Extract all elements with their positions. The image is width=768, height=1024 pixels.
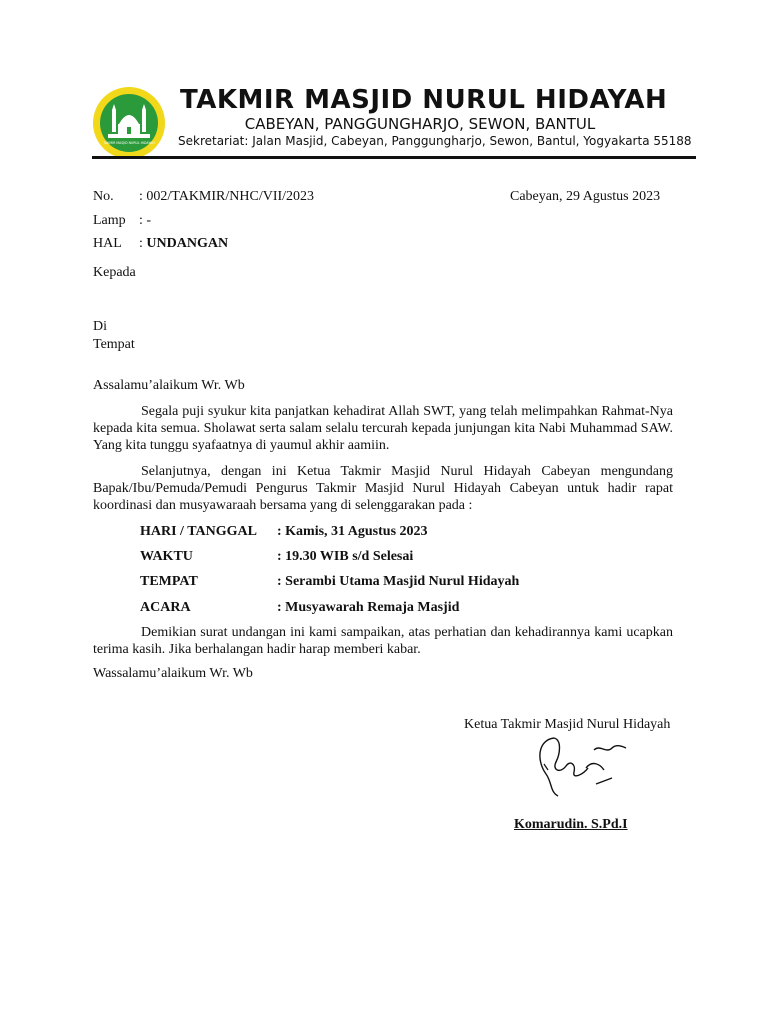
secretariat-address: Sekretariat: Jalan Masjid, Cabeyan, Panggungharjo, Sewon, Bantul, Yogyakarta 55188 xyxy=(178,134,692,148)
handwritten-signature xyxy=(530,734,640,809)
letter-date: Cabeyan, 29 Agustus 2023 xyxy=(510,189,661,204)
attachment-value: : - xyxy=(139,213,152,228)
signer-position: Ketua Takmir Masjid Nurul Hidayah xyxy=(464,717,671,732)
logo-caption: TAKMIR MASJID NURUL HIDAYAH xyxy=(103,141,155,145)
mosque-logo xyxy=(92,86,166,160)
signer-name: Komarudin. S.Pd.I xyxy=(514,817,628,832)
subject-value: UNDANGAN xyxy=(146,236,229,251)
letter-number-label: No. xyxy=(93,189,114,204)
header-divider xyxy=(92,156,696,159)
detail-key-place: TEMPAT xyxy=(140,574,198,589)
paragraph-invitation: Selanjutnya, dengan ini Ketua Takmir Masjid Nurul Hidayah Cabeyan mengundang Bapak/Ibu/Pemuda/Pemudi Pengurus Takmir Masjid Nurul Hidayah Cabeyan untuk hadir rapat koordinasi dan musyawaraah bersama yang di selenggarakan pada : xyxy=(93,464,673,513)
letter-number-value: : 002/TAKMIR/NHC/VII/2023 xyxy=(139,189,315,204)
recipient-di: Di xyxy=(93,319,107,334)
paragraph-closing: Demikian surat undangan ini kami sampaikan, atas perhatian dan kehadirannya kami ucapkan terima kasih. Jika berhalangan hadir harap memberi kabar. xyxy=(93,625,673,657)
attachment-label: Lamp xyxy=(93,213,126,228)
farewell: Wassalamu’alaikum Wr. Wb xyxy=(93,666,253,681)
detail-value-date: : Kamis, 31 Agustus 2023 xyxy=(277,524,428,539)
detail-value-time: : 19.30 WIB s/d Selesai xyxy=(277,549,414,564)
detail-key-time: WAKTU xyxy=(140,549,193,564)
subject-line xyxy=(139,235,228,252)
subject-colon: : xyxy=(139,236,147,251)
org-title: TAKMIR MASJID NURUL HIDAYAH xyxy=(180,85,668,115)
greeting: Assalamu’alaikum Wr. Wb xyxy=(93,378,245,393)
org-address: CABEYAN, PANGGUNGHARJO, SEWON, BANTUL xyxy=(244,115,596,133)
recipient-to: Kepada xyxy=(93,265,136,280)
detail-value-agenda: : Musyawarah Remaja Masjid xyxy=(277,600,460,615)
subject-label: HAL xyxy=(93,236,122,251)
recipient-place: Tempat xyxy=(93,337,135,352)
detail-value-place: : Serambi Utama Masjid Nurul Hidayah xyxy=(277,574,520,589)
detail-key-date: HARI / TANGGAL xyxy=(140,524,257,539)
detail-key-agenda: ACARA xyxy=(140,600,191,615)
paragraph-opening: Segala puji syukur kita panjatkan kehadirat Allah SWT, yang telah melimpahkan Rahmat-Nya kepada kita semua. Sholawat serta salam selalu tercurah kepada junjungan kita Nabi Muhammad SAW. Yang kita tunggu syafaatnya di yaumul akhir aamiin. xyxy=(93,404,673,453)
